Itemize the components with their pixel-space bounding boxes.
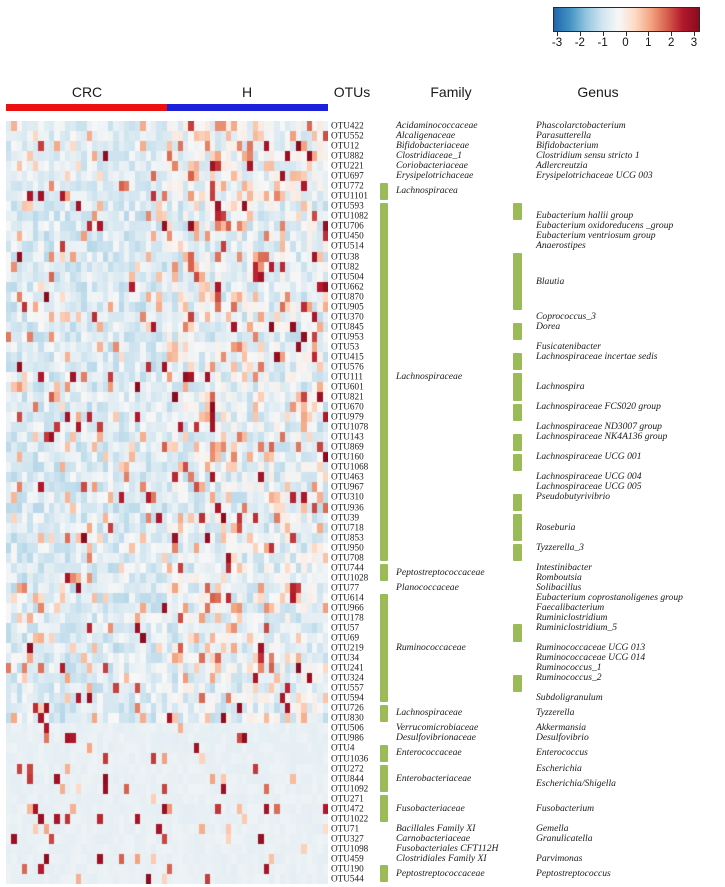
genus-bracket xyxy=(513,494,522,511)
genus-label: Anaerostipes xyxy=(536,240,586,252)
otu-label: OTU450 xyxy=(331,230,364,241)
family-label: Acidaminococcaceae xyxy=(396,120,478,132)
otu-label: OTU614 xyxy=(331,592,364,603)
otu-label: OTU272 xyxy=(331,762,364,773)
otu-label: OTU845 xyxy=(331,321,364,332)
otu-label: OTU111 xyxy=(331,371,363,382)
genus-label: Escherichia/Shigella xyxy=(536,777,616,789)
genus-bracket xyxy=(513,353,522,370)
genus-label: Granulicatella xyxy=(536,833,593,845)
genus-label: Romboutsia xyxy=(536,571,582,583)
family-bracket xyxy=(380,183,388,200)
otu-label: OTU726 xyxy=(331,702,364,713)
crc-group-bar xyxy=(6,104,167,111)
family-label: Enterococcaceae xyxy=(396,747,462,759)
otu-label: OTU370 xyxy=(331,311,364,322)
family-label: Peptostreptococcaceae xyxy=(396,566,485,578)
otu-label: OTU594 xyxy=(331,692,364,703)
column-header-otus: OTUs xyxy=(333,84,371,100)
colorbar-tick xyxy=(557,31,558,36)
otu-label: OTU12 xyxy=(331,140,360,151)
genus-label: Subdoligranulum xyxy=(536,692,603,704)
h-group-bar xyxy=(167,104,328,111)
otu-label: OTU415 xyxy=(331,351,364,362)
family-bracket xyxy=(380,795,388,822)
family-label: Lachnospiraceae xyxy=(396,707,463,719)
family-label: Desulfovibrionaceae xyxy=(396,732,476,744)
genus-bracket xyxy=(513,434,522,451)
genus-label: Lachnospiraceae UCG 001 xyxy=(536,451,642,463)
otu-label: OTU744 xyxy=(331,562,364,573)
otu-label: OTU4 xyxy=(331,742,355,753)
colorbar-tick-label: 0 xyxy=(622,37,629,49)
family-label: Fusobacteriales CFT112H xyxy=(396,843,499,855)
otu-label: OTU514 xyxy=(331,240,364,251)
genus-label: Blautia xyxy=(536,275,565,287)
otu-label: OTU69 xyxy=(331,632,360,643)
genus-bracket xyxy=(513,404,522,421)
otu-label: OTU576 xyxy=(331,361,364,372)
genus-label: Fusicatenibacter xyxy=(536,341,602,353)
family-label: Erysipelotrichaceae xyxy=(396,170,474,182)
colorbar-tick xyxy=(694,31,695,36)
otu-label: OTU593 xyxy=(331,200,364,211)
otu-label: OTU463 xyxy=(331,471,364,482)
genus-bracket xyxy=(513,373,522,400)
genus-label: Pseudobutyrivibrio xyxy=(536,491,611,503)
otu-label: OTU271 xyxy=(331,793,364,804)
otu-label: OTU1028 xyxy=(331,572,369,583)
otu-label: OTU844 xyxy=(331,772,364,783)
family-label: Planococcaceae xyxy=(396,582,459,594)
genus-label: Tyzzerella xyxy=(536,707,575,719)
otu-label: OTU936 xyxy=(331,501,364,512)
genus-label: Lachnospiraceae UCG 005 xyxy=(536,481,642,493)
otu-label: OTU670 xyxy=(331,401,364,412)
otu-label: OTU557 xyxy=(331,682,364,693)
family-label: Lachnospiracea xyxy=(396,185,458,197)
otu-label: OTU544 xyxy=(331,873,364,884)
otu-label: OTU241 xyxy=(331,662,364,673)
genus-label: Lachnospira xyxy=(536,381,585,393)
otu-label: OTU38 xyxy=(331,250,360,261)
otu-label: OTU953 xyxy=(331,331,364,342)
family-label: Clostridiaceae_1 xyxy=(396,150,463,162)
genus-bracket xyxy=(513,675,522,692)
otu-label: OTU459 xyxy=(331,853,364,864)
otu-label: OTU506 xyxy=(331,722,364,733)
colorbar-tick xyxy=(580,31,581,36)
otu-label: OTU504 xyxy=(331,271,364,282)
genus-bracket xyxy=(513,624,522,641)
family-label: Fusobacteriaceae xyxy=(396,802,465,814)
otu-label: OTU310 xyxy=(331,491,364,502)
genus-label: Clostridium sensu stricto 1 xyxy=(536,150,640,162)
otu-label: OTU1082 xyxy=(331,210,369,221)
genus-label: Lachnospiraceae FCS020 group xyxy=(536,401,661,413)
family-label: Bacillales Family XI xyxy=(396,822,476,834)
genus-label: Solibacillus xyxy=(536,582,582,594)
genus-bracket xyxy=(513,514,522,541)
otu-label: OTU821 xyxy=(331,391,364,402)
family-bracket xyxy=(380,765,388,792)
otu-label: OTU1098 xyxy=(331,843,369,854)
genus-label: Fusobacterium xyxy=(536,802,595,814)
otu-label: OTU221 xyxy=(331,160,364,171)
genus-bracket xyxy=(513,203,522,220)
otu-label: OTU662 xyxy=(331,281,364,292)
otu-label: OTU706 xyxy=(331,220,364,231)
otu-label: OTU905 xyxy=(331,301,364,312)
genus-label: Ruminiclostridium_5 xyxy=(536,622,618,634)
genus-bracket xyxy=(513,454,522,471)
genus-label: Parasutterella xyxy=(536,130,592,142)
genus-label: Lachnospiraceae ND3007 group xyxy=(536,421,662,433)
column-header-genus: Genus xyxy=(577,84,619,100)
family-label: Bifidobacteriaceae xyxy=(396,140,469,152)
family-label: Clostridiales Family XI xyxy=(396,853,487,865)
otu-label: OTU1101 xyxy=(331,190,368,201)
otu-label: OTU77 xyxy=(331,582,360,593)
genus-label: Bifidobacterium xyxy=(536,140,599,152)
genus-label: Ruminiclostridium xyxy=(536,612,608,624)
genus-label: Adlercreutzia xyxy=(536,160,588,172)
genus-label: Eubacterium ventriosum group xyxy=(536,230,656,242)
genus-label: Akkermansia xyxy=(536,722,587,734)
column-header-family: Family xyxy=(430,84,472,100)
genus-label: Gemella xyxy=(536,822,569,834)
family-label: Alcaligenaceae xyxy=(396,130,456,142)
colorbar-tick xyxy=(626,31,627,36)
genus-bracket xyxy=(513,253,522,310)
colorbar-tick-label: 2 xyxy=(667,37,675,49)
family-label: Peptostreptococcaceae xyxy=(396,868,485,880)
genus-label: Phascolarctobacterium xyxy=(536,120,626,132)
otu-label: OTU552 xyxy=(331,130,364,141)
otu-label: OTU327 xyxy=(331,833,364,844)
genus-label: Ruminococcaceae UCG 014 xyxy=(536,652,646,664)
genus-label: Lachnospiraceae UCG 004 xyxy=(536,471,642,483)
genus-label: Eubacterium hallii group xyxy=(536,210,634,222)
otu-label: OTU986 xyxy=(331,732,364,743)
otu-label: OTU708 xyxy=(331,552,364,563)
genus-label: Lachnospiraceae incertae sedis xyxy=(536,351,658,363)
colorbar-tick-label: 3 xyxy=(690,37,698,49)
heatmap-canvas xyxy=(6,121,328,884)
genus-label: Tyzzerella_3 xyxy=(536,541,584,553)
otu-label: OTU143 xyxy=(331,431,364,442)
colorbar-tick xyxy=(603,31,604,36)
otu-label: OTU967 xyxy=(331,481,364,492)
otu-label: OTU53 xyxy=(331,341,360,352)
otu-label: OTU472 xyxy=(331,803,364,814)
colorbar xyxy=(553,7,700,32)
otu-label: OTU882 xyxy=(331,150,364,161)
colorbar-tick-label: 1 xyxy=(645,37,652,49)
genus-label: Intestinibacter xyxy=(536,561,592,573)
otu-label: OTU219 xyxy=(331,642,364,653)
otu-label: OTU160 xyxy=(331,451,364,462)
genus-label: Peptostreptococcus xyxy=(536,868,611,880)
genus-bracket xyxy=(513,544,522,561)
otu-label: OTU966 xyxy=(331,602,364,613)
group-label-crc: CRC xyxy=(71,84,103,100)
otu-label: OTU853 xyxy=(331,532,364,543)
otu-label: OTU324 xyxy=(331,672,364,683)
family-label: Coriobacteriaceae xyxy=(396,160,468,172)
family-bracket xyxy=(380,705,388,722)
otu-label: OTU71 xyxy=(331,823,360,834)
otu-label: OTU190 xyxy=(331,863,364,874)
otu-label: OTU772 xyxy=(331,180,364,191)
genus-label: Enterococcus xyxy=(536,747,588,759)
otu-label: OTU1022 xyxy=(331,813,369,824)
otu-label: OTU57 xyxy=(331,622,360,633)
otu-label: OTU830 xyxy=(331,712,364,723)
family-label: Verrucomicrobiaceae xyxy=(396,722,479,734)
genus-label: Eubacterium coprostanoligenes group xyxy=(536,592,683,604)
otu-label: OTU870 xyxy=(331,291,364,302)
otu-label: OTU1078 xyxy=(331,421,369,432)
otu-label: OTU34 xyxy=(331,652,360,663)
genus-label: Ruminococcaceae UCG 013 xyxy=(536,642,646,654)
genus-label: Lachnospiraceae NK4A136 group xyxy=(536,431,668,443)
otu-label: OTU178 xyxy=(331,612,364,623)
otu-label: OTU697 xyxy=(331,170,364,181)
otu-label: OTU950 xyxy=(331,542,364,553)
colorbar-tick xyxy=(671,31,672,36)
otu-label: OTU1036 xyxy=(331,752,369,763)
family-bracket xyxy=(380,564,388,581)
genus-label: Dorea xyxy=(536,321,561,332)
otu-label: OTU1092 xyxy=(331,783,369,794)
otu-label: OTU39 xyxy=(331,511,360,522)
colorbar-tick-label: -3 xyxy=(551,37,563,49)
genus-label: Desulfovibrio xyxy=(536,732,589,744)
genus-label: Parvimonas xyxy=(536,853,583,865)
otu-label: OTU718 xyxy=(331,521,364,532)
family-bracket xyxy=(380,745,388,762)
colorbar-tick xyxy=(648,31,649,36)
otu-label: OTU979 xyxy=(331,411,364,422)
colorbar-tick-label: -1 xyxy=(597,37,608,49)
family-label: Carnobacteriaceae xyxy=(396,833,471,845)
family-label: Enterobacteriaceae xyxy=(396,772,472,784)
otu-label: OTU422 xyxy=(331,120,364,131)
family-label: Lachnospiraceae xyxy=(396,371,463,383)
genus-label: Erysipelotrichaceae UCG 003 xyxy=(536,170,653,182)
otu-label: OTU1068 xyxy=(331,461,369,472)
family-bracket xyxy=(380,203,388,561)
otu-label: OTU82 xyxy=(331,260,360,271)
family-bracket xyxy=(380,865,388,882)
family-label: Ruminococcaceae xyxy=(396,642,466,654)
genus-label: Escherichia xyxy=(536,762,582,774)
family-bracket xyxy=(380,594,388,701)
colorbar-tick-label: -2 xyxy=(574,37,585,49)
genus-label: Ruminococcus_1 xyxy=(536,662,602,674)
otu-label: OTU601 xyxy=(331,381,364,392)
genus-label: Faecalibacterium xyxy=(536,602,605,614)
group-label-h: H xyxy=(241,84,253,100)
genus-label: Eubacterium oxidoreducens _group xyxy=(536,220,674,232)
genus-label: Roseburia xyxy=(536,521,576,533)
genus-label: Ruminococcus_2 xyxy=(536,672,602,684)
otu-label: OTU869 xyxy=(331,441,364,452)
genus-bracket xyxy=(513,323,522,340)
genus-label: Coprococcus_3 xyxy=(536,310,596,322)
